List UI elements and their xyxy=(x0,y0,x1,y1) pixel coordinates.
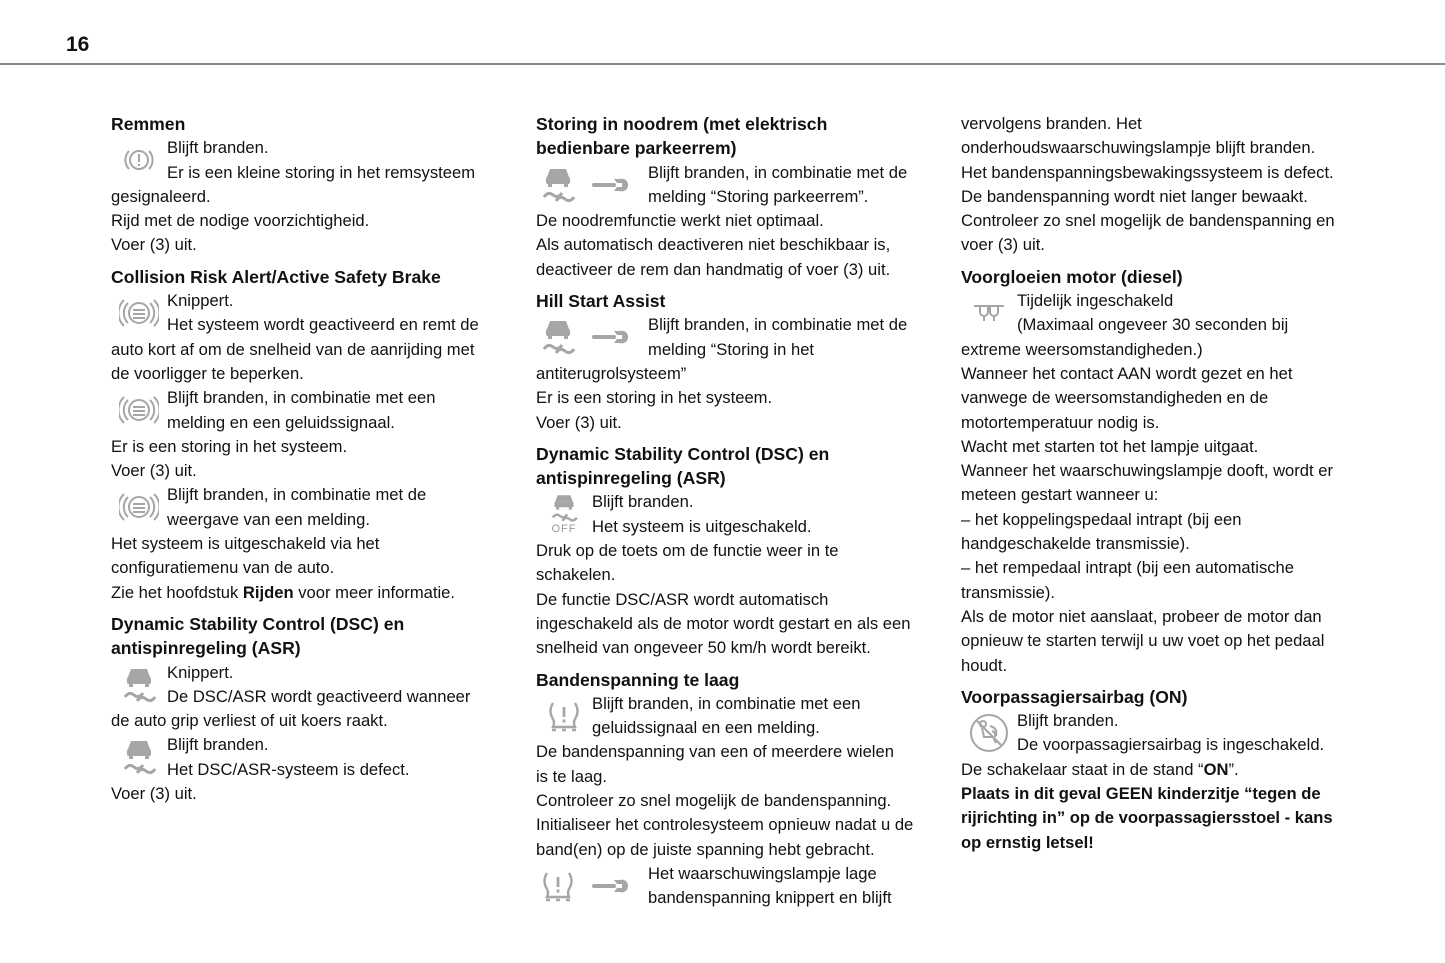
collision-block-b xyxy=(111,386,501,435)
text-line: Knippert. xyxy=(167,291,234,311)
text-line: vervolgens branden. Het xyxy=(961,114,1142,133)
text-line: Initialiseer het controlesysteem opnieuw nadat u de xyxy=(536,815,914,835)
collision-alert-icon xyxy=(119,296,159,330)
noodrem-block xyxy=(536,161,936,210)
warning-line: rijrichting in” op de voorpassagiersstoel - kans xyxy=(961,808,1333,828)
header-rule xyxy=(0,63,1445,65)
airbag-block xyxy=(961,709,1361,758)
text-line: Het systeem is uitgeschakeld via het xyxy=(111,534,380,554)
wrench-icon xyxy=(590,329,630,345)
text-line: Blijft branden, in combinatie met een xyxy=(592,693,861,713)
column-2 xyxy=(536,112,936,911)
text-line: Rijd met de nodige voorzichtigheid. xyxy=(111,211,370,231)
text-span: Zie het hoofdstuk xyxy=(111,582,243,602)
text-line: vanwege de weersomstandigheden en de xyxy=(961,388,1269,408)
text-line: – het rempedaal intrapt (bij een automatische xyxy=(961,558,1294,578)
text-line: gesignaleerd. xyxy=(111,186,211,206)
text-line: Controleer zo snel mogelijk de bandenspanning. xyxy=(536,791,892,811)
dsc-off-block xyxy=(536,490,936,539)
text-line: bandenspanning knippert en blijft xyxy=(648,888,892,908)
text-line: Voer (3) uit. xyxy=(111,461,197,481)
section-title-noodrem-2: bedienbare parkeerrem) xyxy=(536,138,737,159)
tyre-block-b xyxy=(536,862,936,911)
text-line: Druk op de toets om de functie weer in te xyxy=(536,541,839,561)
text-line: Wacht met starten tot het lampje uitgaat. xyxy=(961,436,1259,456)
text-line: geluidssignaal en een melding. xyxy=(592,718,820,738)
text-line: Voer (3) uit. xyxy=(111,784,197,804)
text-line: motortemperatuur nodig is. xyxy=(961,412,1160,432)
text-line: transmissie). xyxy=(961,582,1056,602)
skid-car-icon xyxy=(121,737,157,777)
text-line: melding en een geluidssignaal. xyxy=(167,412,395,432)
bold-text: ON xyxy=(1203,759,1229,779)
text-line: De bandenspanning van een of meerdere wielen xyxy=(536,742,894,762)
text-line: Als automatisch deactiveren niet beschikbaar is, xyxy=(536,235,891,255)
skid-car-icon xyxy=(121,665,157,705)
text-line: extreme weersomstandigheden.) xyxy=(961,339,1203,359)
text-line: deactiveer de rem dan handmatig of voer (3) uit. xyxy=(536,259,891,279)
skid-car-icon xyxy=(540,317,576,357)
collision-alert-icon xyxy=(119,393,159,427)
section-title-dsc-off-2: antispinregeling (ASR) xyxy=(536,468,726,489)
dsc-block-b xyxy=(111,733,501,782)
text-span: ”. xyxy=(1228,759,1239,779)
page-number: 16 xyxy=(66,33,90,56)
text-line: ingeschakeld als de motor wordt gestart en als een xyxy=(536,613,911,633)
text-line: voer (3) uit. xyxy=(961,235,1045,255)
text-line: Voer (3) uit. xyxy=(111,235,197,255)
text-span: De schakelaar staat in de stand “ xyxy=(961,759,1204,779)
text-line: Het bandenspanningsbewakingssysteem is defect. xyxy=(961,162,1334,182)
text-line: Blijft branden, in combinatie met de xyxy=(167,485,427,505)
text-line: auto kort af om de snelheid van de aanrijding met xyxy=(111,339,475,359)
dsc-block-a xyxy=(111,661,501,710)
glow-plug-icon xyxy=(972,302,1006,324)
text-line: configuratiemenu van de auto. xyxy=(111,558,335,578)
text-line: Het systeem is uitgeschakeld. xyxy=(592,516,812,536)
text-line: Blijft branden. xyxy=(167,138,269,158)
skid-car-icon xyxy=(540,165,576,205)
wrench-icon xyxy=(590,177,630,193)
text-line: schakelen. xyxy=(536,565,616,585)
off-label: OFF xyxy=(551,523,577,536)
text-line: houdt. xyxy=(961,655,1008,675)
text-line: Het waarschuwingslampje lage xyxy=(648,863,877,883)
section-title-collision: Collision Risk Alert/Active Safety Brake xyxy=(111,266,441,287)
text-line: Knippert. xyxy=(167,662,234,682)
text-line: Blijft branden, in combinatie met de xyxy=(648,315,908,335)
text-line: melding “Storing in het xyxy=(648,339,815,359)
text-line: is te laag. xyxy=(536,766,608,786)
section-title-glow-plug: Voorgloeien motor (diesel) xyxy=(961,266,1183,287)
text-line: antiterugrolsysteem” xyxy=(536,363,687,383)
text-line: Tijdelijk ingeschakeld xyxy=(1017,291,1174,311)
text-line: Als de motor niet aanslaat, probeer de motor dan xyxy=(961,606,1322,626)
glow-plug-block xyxy=(961,289,1361,338)
section-title-dsc-2: antispinregeling (ASR) xyxy=(111,638,301,659)
text-line: opnieuw te starten terwijl u uw voet op het pedaal xyxy=(961,631,1325,651)
text-line: Het systeem wordt geactiveerd en remt de xyxy=(167,315,479,335)
section-title-noodrem: Storing in noodrem (met elektrisch xyxy=(536,114,828,134)
text-line: Wanneer het waarschuwingslampje dooft, wordt er xyxy=(961,461,1334,481)
section-title-dsc-off: Dynamic Stability Control (DSC) en xyxy=(536,443,830,464)
text-line: Wanneer het contact AAN wordt gezet en het xyxy=(961,363,1293,383)
text-line: Er is een storing in het systeem. xyxy=(536,388,773,408)
text-line: De DSC/ASR wordt geactiveerd wanneer xyxy=(167,686,471,706)
text-line: Er is een kleine storing in het remsysteem xyxy=(167,162,476,182)
text-line: – het koppelingspedaal intrapt (bij een xyxy=(961,509,1242,529)
text-line xyxy=(111,581,501,605)
text-line: Blijft branden, in combinatie met de xyxy=(648,162,908,182)
text-line xyxy=(961,758,1361,782)
warning-line: op ernstig letsel! xyxy=(961,832,1094,852)
remmen-block xyxy=(111,136,501,185)
tyre-pressure-icon xyxy=(546,699,582,733)
text-line: De voorpassagiersairbag is ingeschakeld. xyxy=(1017,735,1325,755)
text-line: Er is een storing in het systeem. xyxy=(111,436,348,456)
bold-text: Rijden xyxy=(242,582,294,602)
text-line: (Maximaal ongeveer 30 seconden bij xyxy=(1017,315,1289,335)
text-line: de auto grip verliest of uit koers raakt. xyxy=(111,711,388,731)
text-line: meteen gestart wanneer u: xyxy=(961,485,1159,505)
text-line: Voer (3) uit. xyxy=(536,412,622,432)
tyre-pressure-icon xyxy=(540,869,576,903)
text-line: Het DSC/ASR-systeem is defect. xyxy=(167,759,410,779)
skid-car-off-icon xyxy=(549,492,579,524)
tyre-block-a xyxy=(536,692,936,741)
hill-start-block xyxy=(536,313,936,362)
text-line: Blijft branden. xyxy=(167,735,269,755)
column-3 xyxy=(961,112,1361,855)
collision-block-a xyxy=(111,289,501,338)
text-line: Blijft branden. xyxy=(1017,711,1119,731)
warning-line: Plaats in dit geval GEEN kinderzitje “tegen de xyxy=(961,784,1321,804)
text-line: melding “Storing parkeerrem”. xyxy=(648,186,869,206)
text-line: band(en) op de juiste spanning hebt gebracht. xyxy=(536,839,875,859)
section-title-hill-start: Hill Start Assist xyxy=(536,291,666,312)
text-span: voor meer informatie. xyxy=(293,582,456,602)
section-title-airbag: Voorpassagiersairbag (ON) xyxy=(961,686,1188,707)
text-line: de voorligger te beperken. xyxy=(111,363,304,383)
wrench-icon xyxy=(590,878,630,894)
text-line: Blijft branden, in combinatie met een xyxy=(167,388,436,408)
text-line: weergave van een melding. xyxy=(167,509,370,529)
section-title-tyre-pressure: Bandenspanning te laag xyxy=(536,669,740,690)
section-title-remmen: Remmen xyxy=(111,114,186,134)
text-line: De functie DSC/ASR wordt automatisch xyxy=(536,589,829,609)
brake-warning-icon xyxy=(121,145,157,175)
section-title-dsc: Dynamic Stability Control (DSC) en xyxy=(111,613,405,634)
column-1 xyxy=(111,112,501,806)
collision-alert-icon xyxy=(119,490,159,524)
text-line: onderhoudswaarschuwingslampje blijft branden. xyxy=(961,138,1316,158)
collision-block-c xyxy=(111,483,501,532)
text-line: snelheid van ongeveer 50 km/h wordt bereikt. xyxy=(536,638,871,658)
text-line: handgeschakelde transmissie). xyxy=(961,534,1190,554)
text-line: Blijft branden. xyxy=(592,492,694,512)
text-line: De noodremfunctie werkt niet optimaal. xyxy=(536,211,824,231)
passenger-airbag-icon xyxy=(968,712,1010,754)
text-line: De bandenspanning wordt niet langer bewaakt. xyxy=(961,186,1308,206)
text-line: Controleer zo snel mogelijk de bandenspanning en xyxy=(961,211,1335,231)
